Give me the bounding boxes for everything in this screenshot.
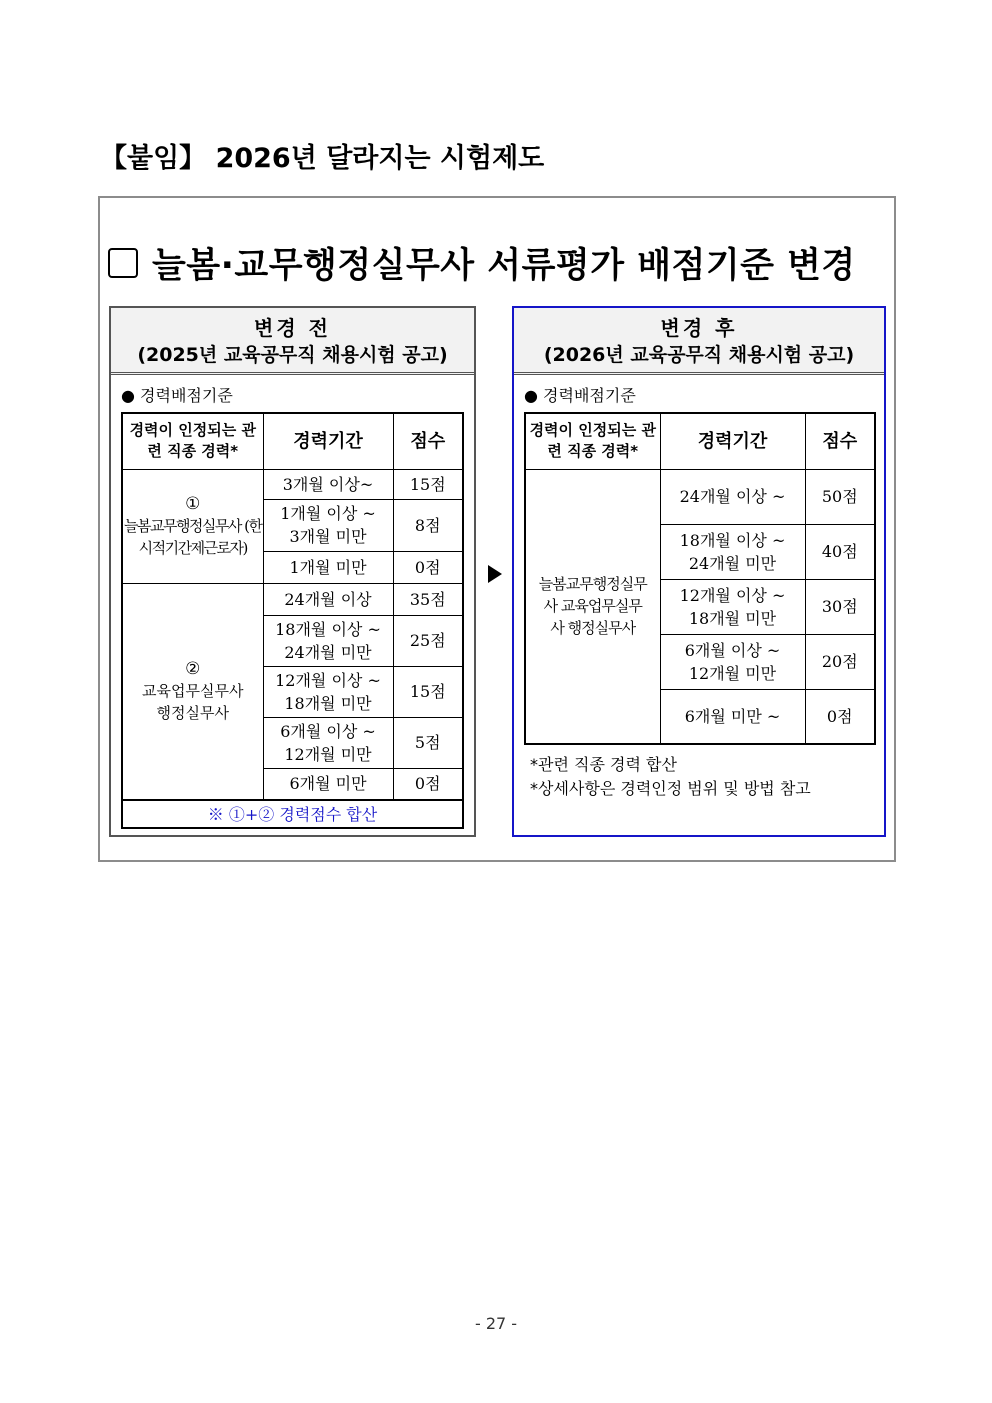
score-cell: 5점 bbox=[393, 717, 463, 768]
before-heading: 변경 전 bbox=[254, 316, 331, 340]
col-header-category: 경력이 인정되는 관련 직종 경력* bbox=[122, 413, 263, 469]
group2-number: ② bbox=[185, 659, 201, 680]
group1-category bbox=[122, 469, 263, 583]
score-cell: 0점 bbox=[805, 689, 875, 744]
score-cell: 20점 bbox=[805, 634, 875, 689]
period-cell: 1개월 이상 ~ 3개월 미만 bbox=[263, 499, 393, 551]
score-cell: 30점 bbox=[805, 579, 875, 634]
section-title bbox=[108, 238, 856, 288]
score-cell: 40점 bbox=[805, 524, 875, 579]
attachment-title: 【붙임】 2026년 달라지는 시험제도 bbox=[100, 143, 545, 174]
after-heading: 변경 후 bbox=[660, 316, 738, 340]
period-cell: 6개월 미만 ~ bbox=[660, 689, 805, 744]
checkbox-square-icon bbox=[108, 248, 138, 278]
table-row bbox=[525, 469, 875, 524]
score-cell: 50점 bbox=[805, 469, 875, 524]
after-panel-header bbox=[514, 308, 884, 375]
col-header-period: 경력기간 bbox=[263, 413, 393, 469]
table-row bbox=[122, 583, 463, 615]
after-notes bbox=[530, 753, 811, 801]
before-subheading: (2025년 교육공무직 채용시험 공고) bbox=[137, 344, 448, 366]
note-line: *상세사항은 경력인정 범위 및 방법 참고 bbox=[530, 779, 811, 798]
period-cell: 6개월 이상 ~ 12개월 미만 bbox=[263, 717, 393, 768]
before-panel-header bbox=[111, 308, 474, 375]
after-panel bbox=[512, 306, 886, 837]
before-panel bbox=[109, 306, 476, 837]
after-category: 늘봄교무행정실무사 교육업무실무사 행정실무사 bbox=[525, 469, 660, 744]
group2-category bbox=[122, 583, 263, 800]
before-table bbox=[121, 412, 464, 829]
after-bullet: ● 경력배점기준 bbox=[524, 386, 636, 405]
period-cell: 6개월 이상 ~ 12개월 미만 bbox=[660, 634, 805, 689]
score-cell: 0점 bbox=[393, 551, 463, 583]
score-cell: 25점 bbox=[393, 615, 463, 666]
sum-note: ※ ①+② 경력점수 합산 bbox=[122, 800, 463, 828]
score-cell: 8점 bbox=[393, 499, 463, 551]
after-table bbox=[524, 412, 876, 745]
score-cell: 35점 bbox=[393, 583, 463, 615]
right-arrow-icon bbox=[488, 565, 502, 583]
period-cell: 3개월 이상~ bbox=[263, 469, 393, 499]
col-header-category: 경력이 인정되는 관련 직종 경력* bbox=[525, 413, 660, 469]
note-line: *관련 직종 경력 합산 bbox=[530, 755, 677, 774]
period-cell: 18개월 이상 ~ 24개월 미만 bbox=[660, 524, 805, 579]
col-header-period: 경력기간 bbox=[660, 413, 805, 469]
period-cell: 12개월 이상 ~ 18개월 미만 bbox=[263, 666, 393, 717]
table-row bbox=[122, 469, 463, 499]
col-header-score: 점수 bbox=[805, 413, 875, 469]
score-cell: 15점 bbox=[393, 666, 463, 717]
section-title-text: 늘봄·교무행정실무사 서류평가 배점기준 변경 bbox=[152, 246, 856, 286]
period-cell: 24개월 이상 ~ bbox=[660, 469, 805, 524]
period-cell: 18개월 이상 ~ 24개월 미만 bbox=[263, 615, 393, 666]
period-cell: 12개월 이상 ~ 18개월 미만 bbox=[660, 579, 805, 634]
period-cell: 6개월 미만 bbox=[263, 768, 393, 800]
group2-name: 교육업무실무사 행정실무사 bbox=[142, 682, 244, 723]
period-cell: 1개월 미만 bbox=[263, 551, 393, 583]
group1-number: ① bbox=[185, 494, 201, 514]
group1-name: 늘봄교무행정실무사 (한시적기간제근로자) bbox=[123, 517, 262, 557]
period-cell: 24개월 이상 bbox=[263, 583, 393, 615]
col-header-score: 점수 bbox=[393, 413, 463, 469]
after-subheading: (2026년 교육공무직 채용시험 공고) bbox=[543, 344, 855, 366]
score-cell: 0점 bbox=[393, 768, 463, 800]
before-bullet: ● 경력배점기준 bbox=[121, 386, 233, 405]
page-number: - 27 - bbox=[474, 1314, 518, 1333]
score-cell: 15점 bbox=[393, 469, 463, 499]
